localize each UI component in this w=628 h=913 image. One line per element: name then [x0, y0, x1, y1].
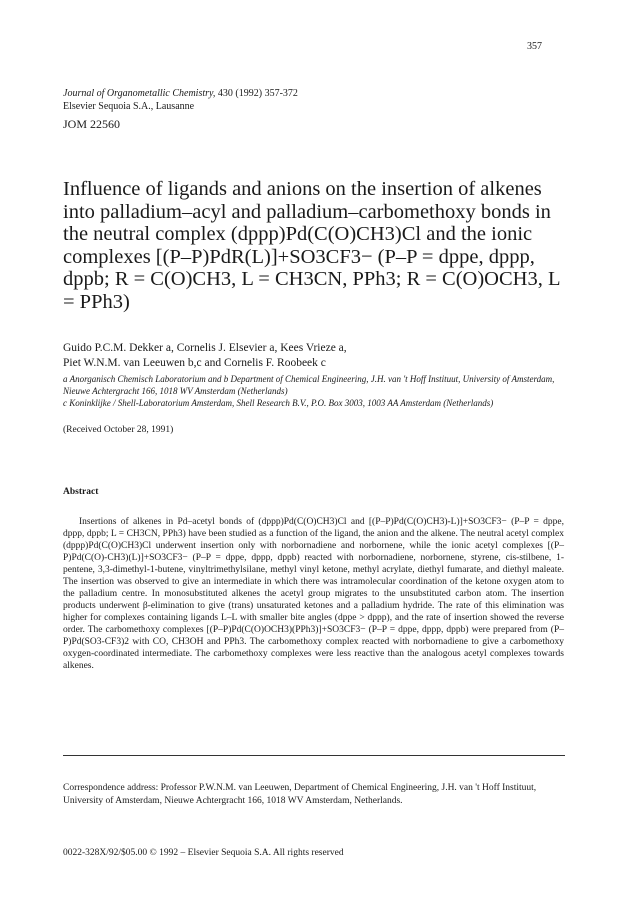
journal-citation: 430 (1992) 357-372: [217, 88, 298, 99]
affiliation-1: a Anorganisch Chemisch Laboratorium and b Department of Chemical Engineering, J.H. van 't Hoff Instituut, University of Amsterdam, Nieuwe Achtergracht 166, 1018 WV Amsterdam (Netherlands): [63, 374, 555, 396]
affiliation-2: c Koninklijke / Shell-Laboratorium Amsterdam, Shell Research B.V., P.O. Box 3003, 1003 AA Amsterdam (Netherlands): [63, 398, 494, 408]
journal-publisher: Elsevier Sequoia S.A., Lausanne: [63, 101, 195, 112]
jom-number: JOM 22560: [63, 117, 121, 131]
abstract-text: Insertions of alkenes in Pd–acetyl bonds of (dppp)Pd(C(O)CH3)Cl and [(P–P)Pd(C(O)CH3)-L)]+SO3CF3− (P–P = dppe, dppp, dppb; L = CH3CN, PPh3) have been studied as a function of the ligand, the anion and the alkene. The neutral acetyl complex (dppp)Pd(C(O)CH3)Cl underwent insertion only with norbornadiene and norbornene, while the ionic acetyl complexes [(P–P)Pd(C(O)-CH3)(L)]+SO3CF3− (P–P = dppe, dppp, dppb) reacted with norbornadiene, norbornene, styrene, cis-stilbene, 1-pentene, 3,3-dimethyl-1-butene, vinyltrimethylsilane, methyl vinyl ketone, methyl acrylate, diethyl fumarate, and diethyl maleate. The insertion was observed to give an intermediate in which there was intramolecular coordination of the ketone oxygen atom to the palladium centre. In monosubstituted alkenes the acetyl group migrates to the unsubstituted carbon atom. The insertion products underwent β-elimination to give (trans) unsaturated ketones and a palladium hydride. The rate of this elimination was higher for complexes containing ligands L–L with smaller bite angles (dppe > dppp), and the rate of insertion showed the reverse order. The carbomethoxy complexes [(P–P)Pd(C(O)OCH3)(PPh3)]+SO3CF3− (P–P = dppe, dppp, dppb) were prepared from (P–P)Pd(SO3-CF3)2 with CO, CH3OH and PPh3. The carbomethoxy complex reacted with norbornadiene to give a carbomethoxy oxygen-coordinated intermediate. The carbomethoxy complexes were less reactive than the analogous acetyl complexes towards alkenes.: [63, 517, 564, 671]
footnote-rule: [63, 755, 565, 756]
journal-header: [63, 87, 298, 113]
copyright-line: 0022-328X/92/$05.00 © 1992 – Elsevier Sequoia S.A. All rights reserved: [63, 848, 344, 858]
affiliations: [63, 373, 563, 409]
received-date: (Received October 28, 1991): [63, 425, 174, 435]
authors-line-2: Piet W.N.M. van Leeuwen b,c and Cornelis F. Roobeek c: [63, 357, 326, 369]
abstract-heading: Abstract: [63, 487, 99, 497]
correspondence-text: Correspondence address: Professor P.W.N.M. van Leeuwen, Department of Chemical Engineering, J.H. van 't Hoff Instituut, University of Amsterdam, Nieuwe Achtergracht 166, 1018 WV Amsterdam, Netherlands.: [63, 783, 537, 806]
journal-name: Journal of Organometallic Chemistry,: [63, 88, 216, 99]
correspondence-footnote: [63, 782, 565, 807]
article-title: Influence of ligands and anions on the insertion of alkenes into palladium–acyl and palladium–carbomethoxy bonds in the neutral complex (dppp)Pd(C(O)CH3)Cl and the ionic complexes [(P–P)PdR(L)]+SO3CF3− (P–P = dppe, dppp, dppb; R = C(O)CH3, L = CH3CN, PPh3; R = C(O)OCH3, L = PPh3): [63, 178, 560, 313]
abstract-body: [63, 516, 564, 672]
journal-citation-line: [63, 87, 298, 100]
authors-line-1: Guido P.C.M. Dekker a, Cornelis J. Elsevier a, Kees Vrieze a,: [63, 342, 347, 354]
page-number: 357: [527, 41, 542, 52]
authors: [63, 341, 563, 371]
